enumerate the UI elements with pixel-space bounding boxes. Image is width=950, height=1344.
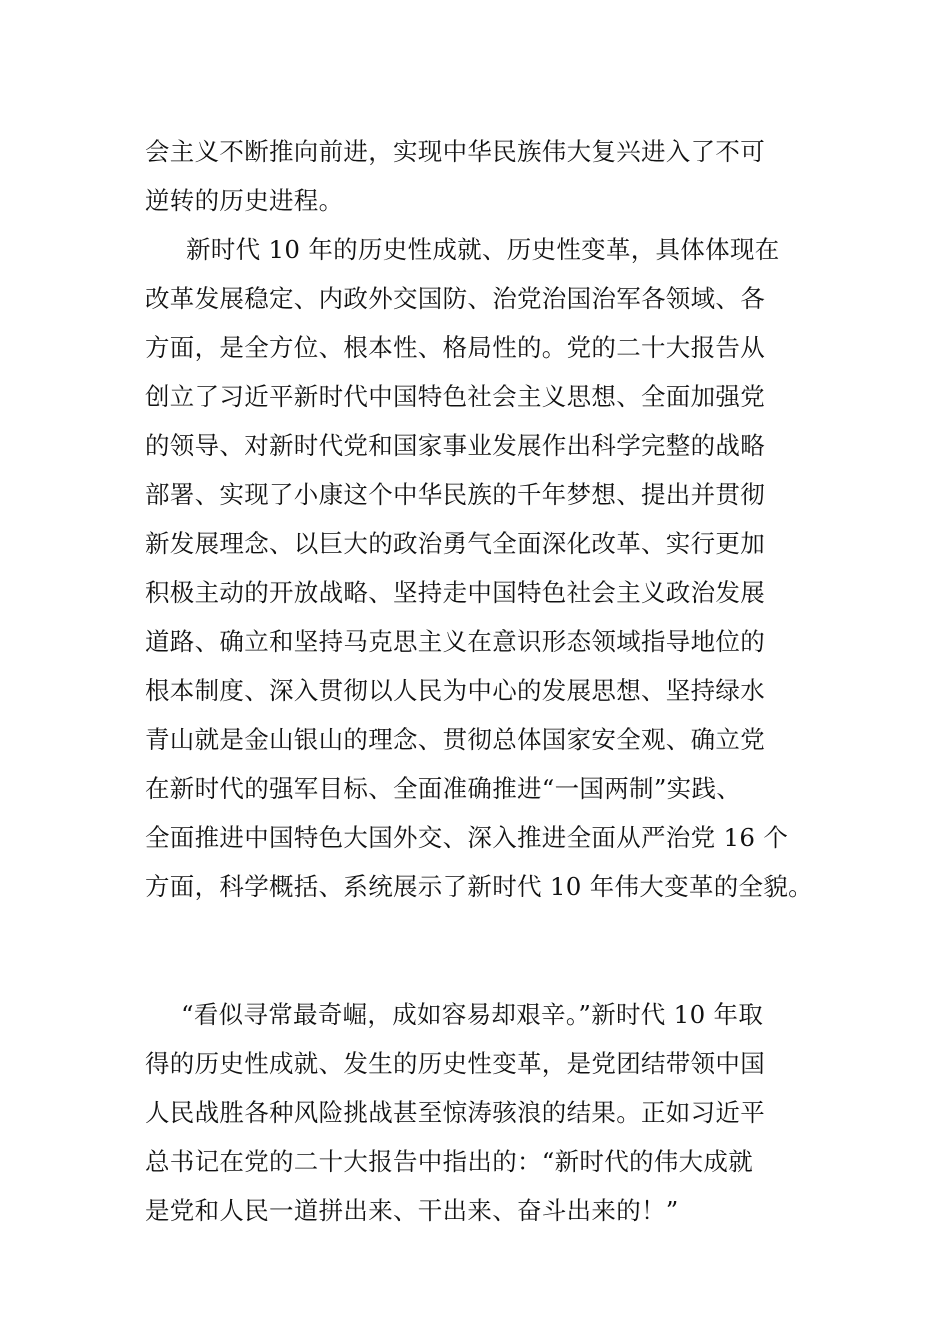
- text-line: 改革发展稳定、内政外交国防、治党治国治军各领域、各: [145, 284, 765, 313]
- text-line: 方面，科学概括、系统展示了新时代 10 年伟大变革的全貌。: [145, 872, 813, 901]
- text-line: 道路、确立和坚持马克思主义在意识形态领域指导地位的: [145, 627, 765, 656]
- text-line: 部署、实现了小康这个中华民族的千年梦想、提出并贯彻: [145, 480, 765, 509]
- text-line: 新时代 10 年的历史性成就、历史性变革，具体体现在: [186, 235, 780, 264]
- text-line: 在新时代的强军目标、全面准确推进“一国两制”实践、: [145, 774, 742, 803]
- text-line: 逆转的历史进程。: [145, 186, 344, 215]
- text-line: 总书记在党的二十大报告中指出的：“新时代的伟大成就: [145, 1147, 754, 1176]
- text-line: 全面推进中国特色大国外交、深入推进全面从严治党 16 个: [145, 823, 789, 852]
- text-line: 得的历史性成就、发生的历史性变革，是党团结带领中国: [145, 1049, 765, 1078]
- text-line: 根本制度、深入贯彻以人民为中心的发展思想、坚持绿水: [145, 676, 765, 705]
- text-line: 积极主动的开放战略、坚持走中国特色社会主义政治发展: [145, 578, 765, 607]
- text-line: 方面，是全方位、根本性、格局性的。党的二十大报告从: [145, 333, 765, 362]
- text-line: 青山就是金山银山的理念、贯彻总体国家安全观、确立党: [145, 725, 765, 754]
- text-line: 人民战胜各种风险挑战甚至惊涛骇浪的结果。正如习近平: [145, 1098, 765, 1127]
- text-line: 会主义不断推向前进，实现中华民族伟大复兴进入了不可: [145, 137, 765, 166]
- text-line: “看似寻常最奇崛，成如容易却艰辛。”新时代 10 年取: [181, 1000, 764, 1029]
- text-line: 是党和人民一道拼出来、干出来、奋斗出来的！”: [145, 1196, 679, 1225]
- text-line: 的领导、对新时代党和国家事业发展作出科学完整的战略: [145, 431, 765, 460]
- text-line: 新发展理念、以巨大的政治勇气全面深化改革、实行更加: [145, 529, 765, 558]
- text-line: 创立了习近平新时代中国特色社会主义思想、全面加强党: [145, 382, 765, 411]
